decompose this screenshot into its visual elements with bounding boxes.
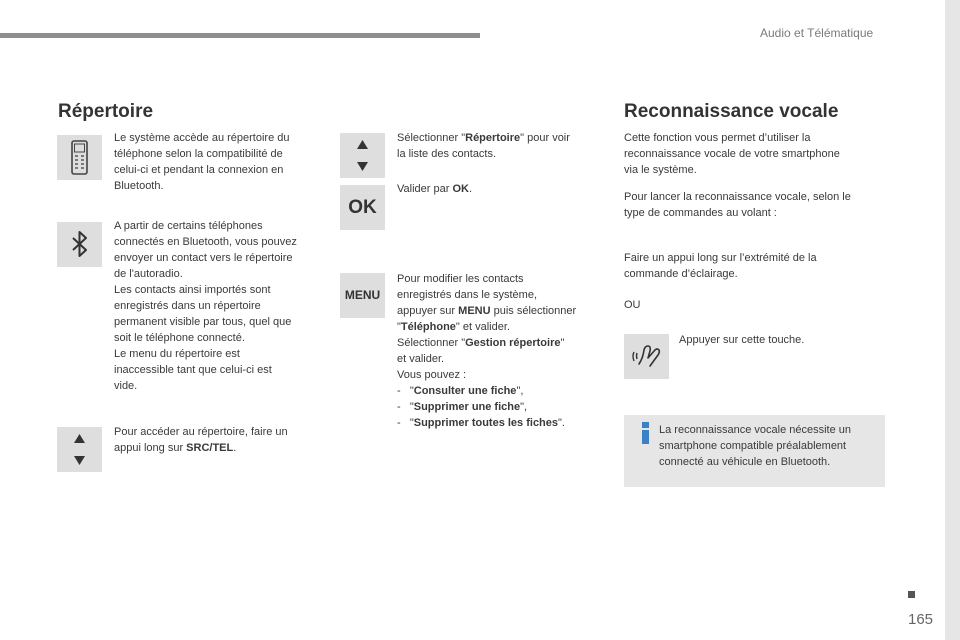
- up-down-arrows-icon: [57, 427, 102, 472]
- press-key-text: Appuyer sur cette touche.: [679, 334, 805, 346]
- page-number: 165: [908, 611, 934, 628]
- page-edge-band: [945, 0, 960, 640]
- ok-button-icon: [340, 185, 385, 230]
- option-supprimer-toutes: - "Supprimer toutes les fiches".: [397, 417, 565, 429]
- voice-paragraph-3: Faire un appui long sur l’extrémité de la commande d’éclairage.: [624, 252, 817, 280]
- reconnaissance-vocale-title: Reconnaissance vocale: [624, 101, 839, 122]
- or-text: OU: [624, 299, 641, 311]
- option-supprimer: - "Supprimer une fiche",: [397, 401, 528, 413]
- voice-command-icon: [624, 334, 669, 379]
- option-consulter: - "Consulter une fiche",: [397, 385, 524, 397]
- top-rule: [0, 33, 480, 38]
- voice-paragraph-1: Cette fonction vous permet d’utiliser la reconnaissance vocale de votre smartphone via le système.: [624, 132, 840, 176]
- repertoire-paragraph-1: Le système accède au répertoire du téléphone selon la compatibilité de celui-ci et pendant la connexion en Bluetooth.: [114, 132, 290, 192]
- bluetooth-icon: [57, 222, 102, 267]
- end-marker: [908, 591, 915, 598]
- validate-text: Valider par OK.: [397, 183, 472, 195]
- section-header: Audio et Télématique: [760, 26, 874, 40]
- info-icon: [639, 421, 653, 445]
- info-text: La reconnaissance vocale nécessite un smartphone compatible préalablement connecté au véhicule en Bluetooth.: [659, 424, 852, 468]
- menu-label: MENU: [344, 288, 381, 302]
- up-down-arrows-icon: [340, 133, 385, 178]
- repertoire-title: Répertoire: [58, 101, 154, 122]
- modify-contacts-text: Pour modifier les contacts enregistrés dans le système, appuyer sur MENU puis sélectionner "Téléphone" et valider. Sélectionner "Gestion répertoire" et valider. Vous pouvez : - "Consulter une fiche", - "Supprimer une fiche", - "Supprimer toutes les fiches".: [397, 273, 577, 429]
- repertoire-paragraph-3: Pour accéder au répertoire, faire un appui long sur SRC/TEL.: [114, 426, 288, 454]
- ok-label: OK: [348, 197, 377, 218]
- phone-icon: [57, 135, 102, 180]
- voice-paragraph-2: Pour lancer la reconnaissance vocale, selon le type de commandes au volant :: [624, 191, 851, 219]
- select-repertoire-text: Sélectionner "Répertoire" pour voir la liste des contacts.: [397, 132, 570, 160]
- menu-button-icon: [340, 273, 385, 318]
- repertoire-paragraph-2: A partir de certains téléphones connectés en Bluetooth, vous pouvez envoyer un contact vers le répertoire de l'autoradio. Les contacts ainsi importés sont enregistrés dans un répertoire permanent visible par tous, quel que soit le téléphone connecté. Le menu du répertoire est inaccessible tant que celui-ci est vide.: [114, 220, 297, 392]
